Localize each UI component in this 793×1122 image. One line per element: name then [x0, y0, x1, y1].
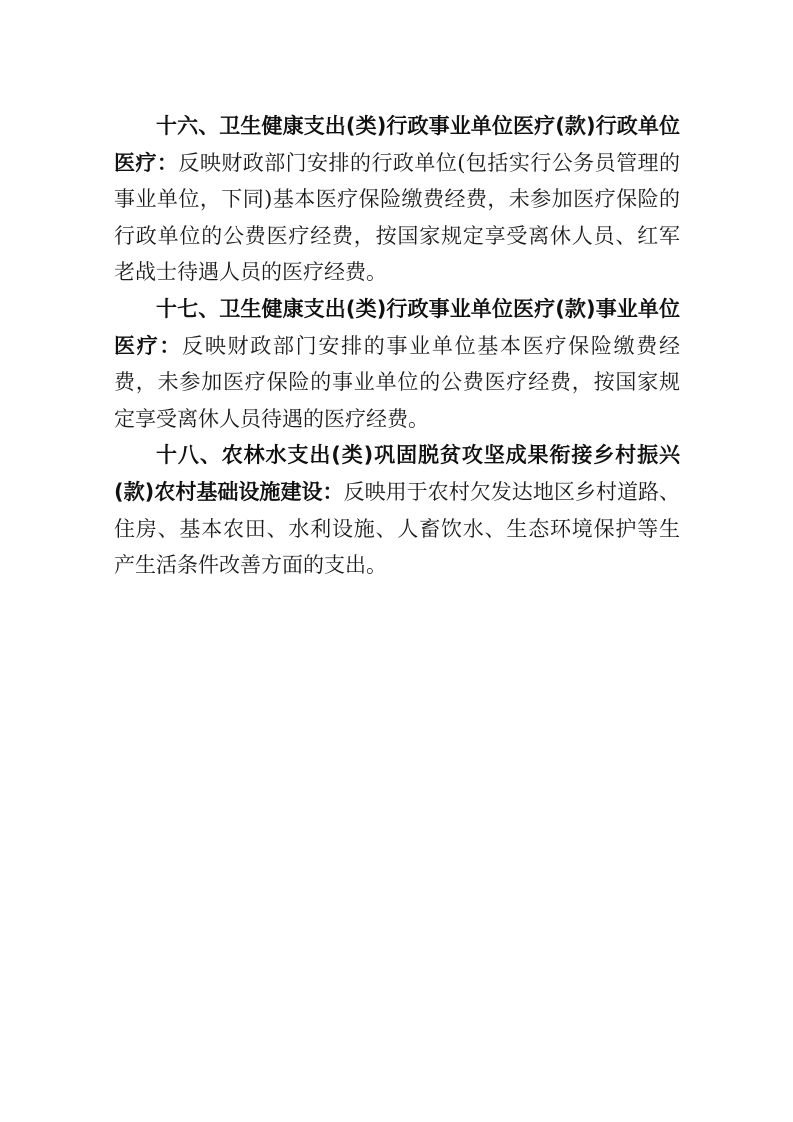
section-paragraph-18	[114, 437, 680, 583]
section-text-16: 反映财政部门安排的行政单位(包括实行公务员管理的事业单位，下同)基本医疗保险缴费经费，未参加医疗保险的行政单位的公费医疗经费，按国家规定享受离休人员、红军老战士待遇人员的医疗经费。	[114, 150, 681, 285]
section-text-18: 反映用于农村欠发达地区乡村道路、住房、基本农田、水利设施、人畜饮水、生态环境保护等生产生活条件改善方面的支出。	[114, 479, 681, 578]
section-paragraph-16	[114, 108, 680, 291]
section-heading-17: 十七、卫生健康支出(类)行政事业单位医疗(款)事业单位医疗：	[114, 296, 680, 358]
section-paragraph-17	[114, 291, 680, 437]
section-heading-16: 十六、卫生健康支出(类)行政事业单位医疗(款)行政单位医疗：	[114, 114, 680, 175]
section-heading-18: 十八、农林水支出(类)巩固脱贫攻坚成果衔接乡村振兴(款)农村基础设施建设：	[114, 443, 680, 504]
section-text-17: 反映财政部门安排的事业单位基本医疗保险缴费经费，未参加医疗保险的事业单位的公费医疗经费，按国家规定享受离休人员待遇的医疗经费。	[114, 333, 680, 431]
document-body	[114, 108, 680, 584]
